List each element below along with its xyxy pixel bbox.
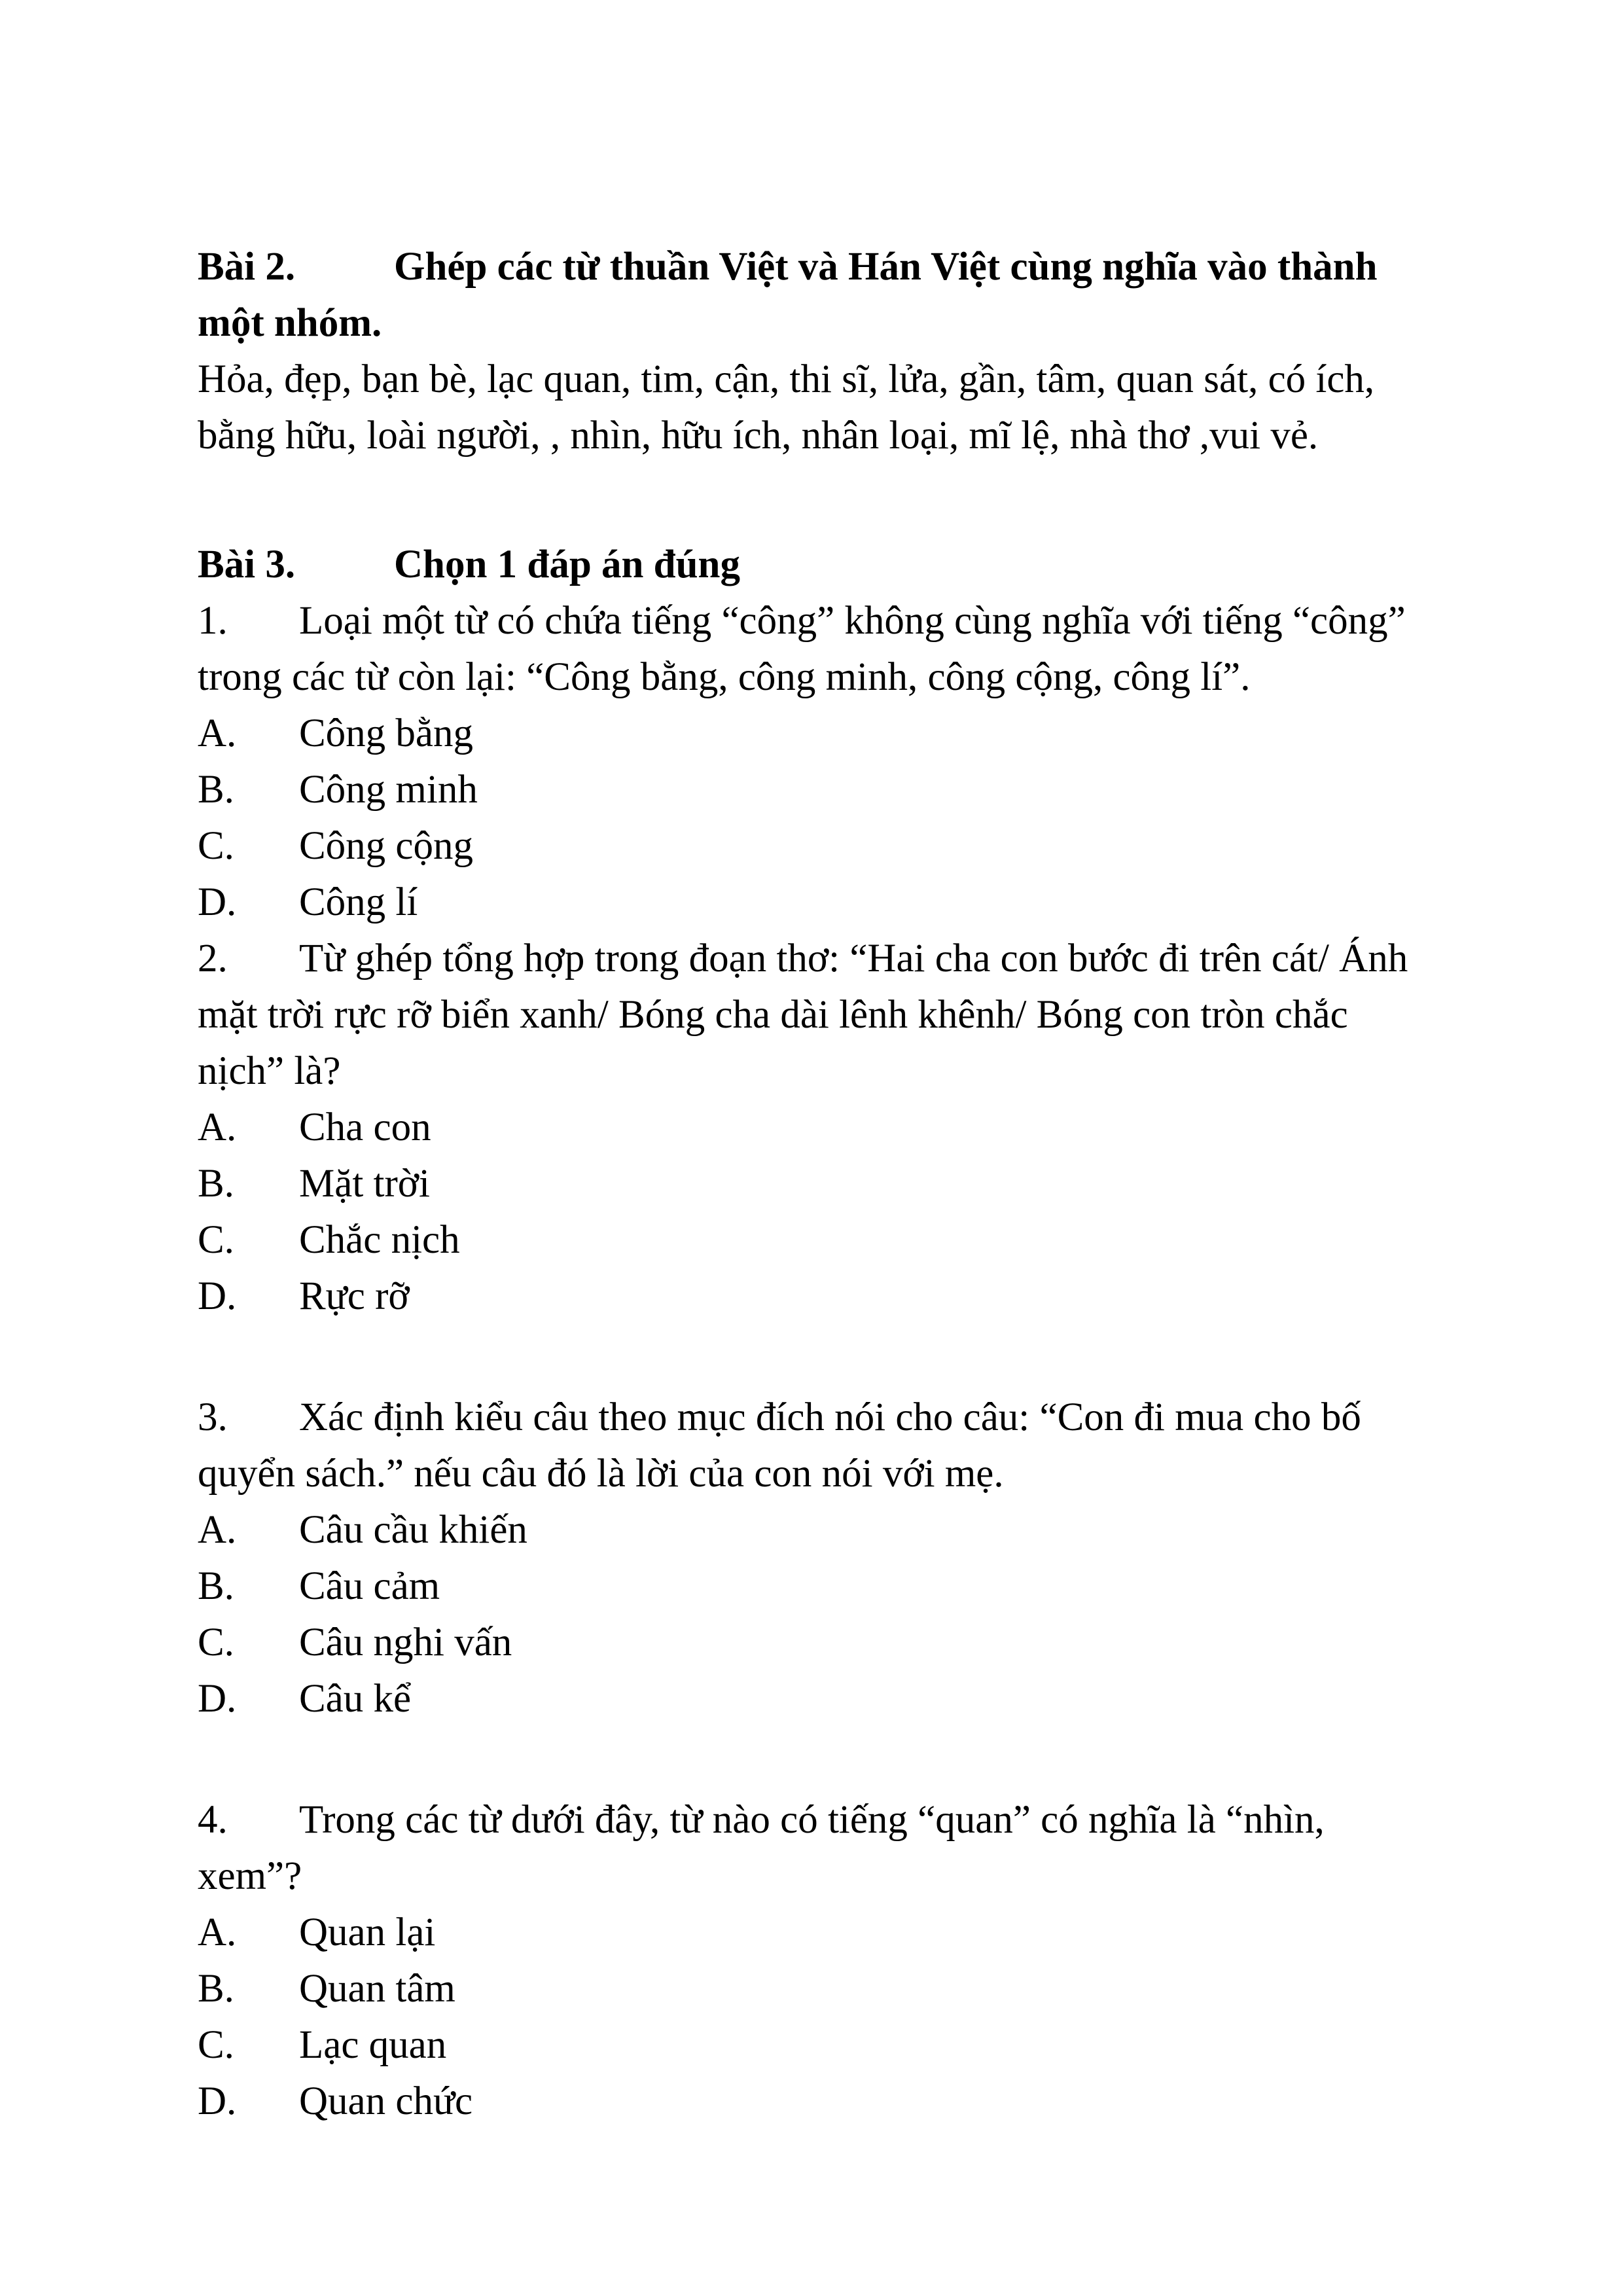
- option-text: Chắc nịch: [299, 1218, 460, 1262]
- question-3-text: Xác định kiểu câu theo mục đích nói cho câu: “Con đi mua cho bố quyển sách.” nếu câu đó là lời của con nói với mẹ.: [198, 1395, 1361, 1496]
- exercise3-title: Chọn 1 đáp án đúng: [394, 543, 740, 586]
- question-2: [198, 931, 1428, 1100]
- exercise2-heading: [198, 239, 1428, 351]
- question-1: [198, 593, 1428, 706]
- question-1-option-c: [198, 818, 1428, 874]
- question-2-option-c: [198, 1212, 1428, 1268]
- exercise2-word-list: Hỏa, đẹp, bạn bè, lạc quan, tim, cận, thi sĩ, lửa, gần, tâm, quan sát, có ích, bằng hữu, loài người, , nhìn, hữu ích, nhân loại, mĩ lệ, nhà thơ ,vui vẻ.: [198, 357, 1375, 457]
- option-letter: B.: [198, 1162, 234, 1206]
- question-3-option-b: [198, 1558, 1428, 1615]
- question-2-number: 2.: [198, 937, 228, 980]
- question-3-option-d: [198, 1671, 1428, 1727]
- option-letter: A.: [198, 711, 237, 755]
- exercise2-title: Ghép các từ thuần Việt và Hán Việt cùng nghĩa vào thành một nhóm.: [198, 245, 1378, 345]
- option-text: Công cộng: [299, 824, 474, 868]
- option-text: Câu nghi vấn: [299, 1621, 512, 1664]
- exercise3-heading: [198, 537, 1428, 593]
- option-letter: C.: [198, 2023, 234, 2067]
- question-2-option-d: [198, 1268, 1428, 1325]
- option-letter: C.: [198, 824, 234, 868]
- question-3-option-a: [198, 1502, 1428, 1558]
- option-text: Quan lại: [299, 1910, 436, 1954]
- option-letter: D.: [198, 1274, 237, 1318]
- question-4-text: Trong các từ dưới đây, từ nào có tiếng “quan” có nghĩa là “nhìn, xem”?: [198, 1798, 1325, 1898]
- option-text: Mặt trời: [299, 1162, 430, 1206]
- question-4-option-c: [198, 2017, 1428, 2073]
- option-text: Công minh: [299, 768, 478, 812]
- option-letter: D.: [198, 1677, 237, 1721]
- option-letter: B.: [198, 1967, 234, 2011]
- question-2-text: Từ ghép tổng hợp trong đoạn thơ: “Hai cha con bước đi trên cát/ Ánh mặt trời rực rỡ biển xanh/ Bóng cha dài lênh khênh/ Bóng con tròn chắc nịch” là?: [198, 937, 1408, 1093]
- option-text: Quan chức: [299, 2079, 473, 2123]
- option-text: Công bằng: [299, 711, 474, 755]
- question-1-option-d: [198, 874, 1428, 931]
- option-letter: A.: [198, 1508, 237, 1552]
- option-text: Cha con: [299, 1105, 431, 1149]
- question-1-number: 1.: [198, 599, 228, 643]
- question-1-text: Loại một từ có chứa tiếng “công” không cùng nghĩa với tiếng “công” trong các từ còn lại: “Công bằng, công minh, công cộng, công lí”.: [198, 599, 1406, 699]
- option-text: Quan tâm: [299, 1967, 455, 2011]
- question-2-option-a: [198, 1100, 1428, 1156]
- question-4-option-d: [198, 2073, 1428, 2130]
- question-3-number: 3.: [198, 1395, 228, 1439]
- option-letter: D.: [198, 2079, 237, 2123]
- option-text: Câu kể: [299, 1677, 412, 1721]
- question-4-number: 4.: [198, 1798, 228, 1842]
- option-letter: A.: [198, 1105, 237, 1149]
- option-letter: A.: [198, 1910, 237, 1954]
- option-letter: C.: [198, 1218, 234, 1262]
- option-text: Câu cảm: [299, 1564, 440, 1608]
- question-2-option-b: [198, 1156, 1428, 1212]
- question-3: [198, 1390, 1428, 1502]
- option-letter: D.: [198, 880, 237, 924]
- question-3-option-c: [198, 1615, 1428, 1671]
- question-4-option-a: [198, 1905, 1428, 1961]
- exercise3-label: Bài 3.: [198, 543, 296, 586]
- option-letter: B.: [198, 1564, 234, 1608]
- question-1-option-b: [198, 762, 1428, 818]
- option-text: Công lí: [299, 880, 418, 924]
- exercise2-label: Bài 2.: [198, 245, 296, 289]
- option-letter: C.: [198, 1621, 234, 1664]
- option-text: Lạc quan: [299, 2023, 447, 2067]
- option-text: Rực rỡ: [299, 1274, 410, 1318]
- question-4-option-b: [198, 1961, 1428, 2017]
- option-text: Câu cầu khiến: [299, 1508, 527, 1552]
- question-4: [198, 1792, 1428, 1905]
- option-letter: B.: [198, 768, 234, 812]
- question-1-option-a: [198, 706, 1428, 762]
